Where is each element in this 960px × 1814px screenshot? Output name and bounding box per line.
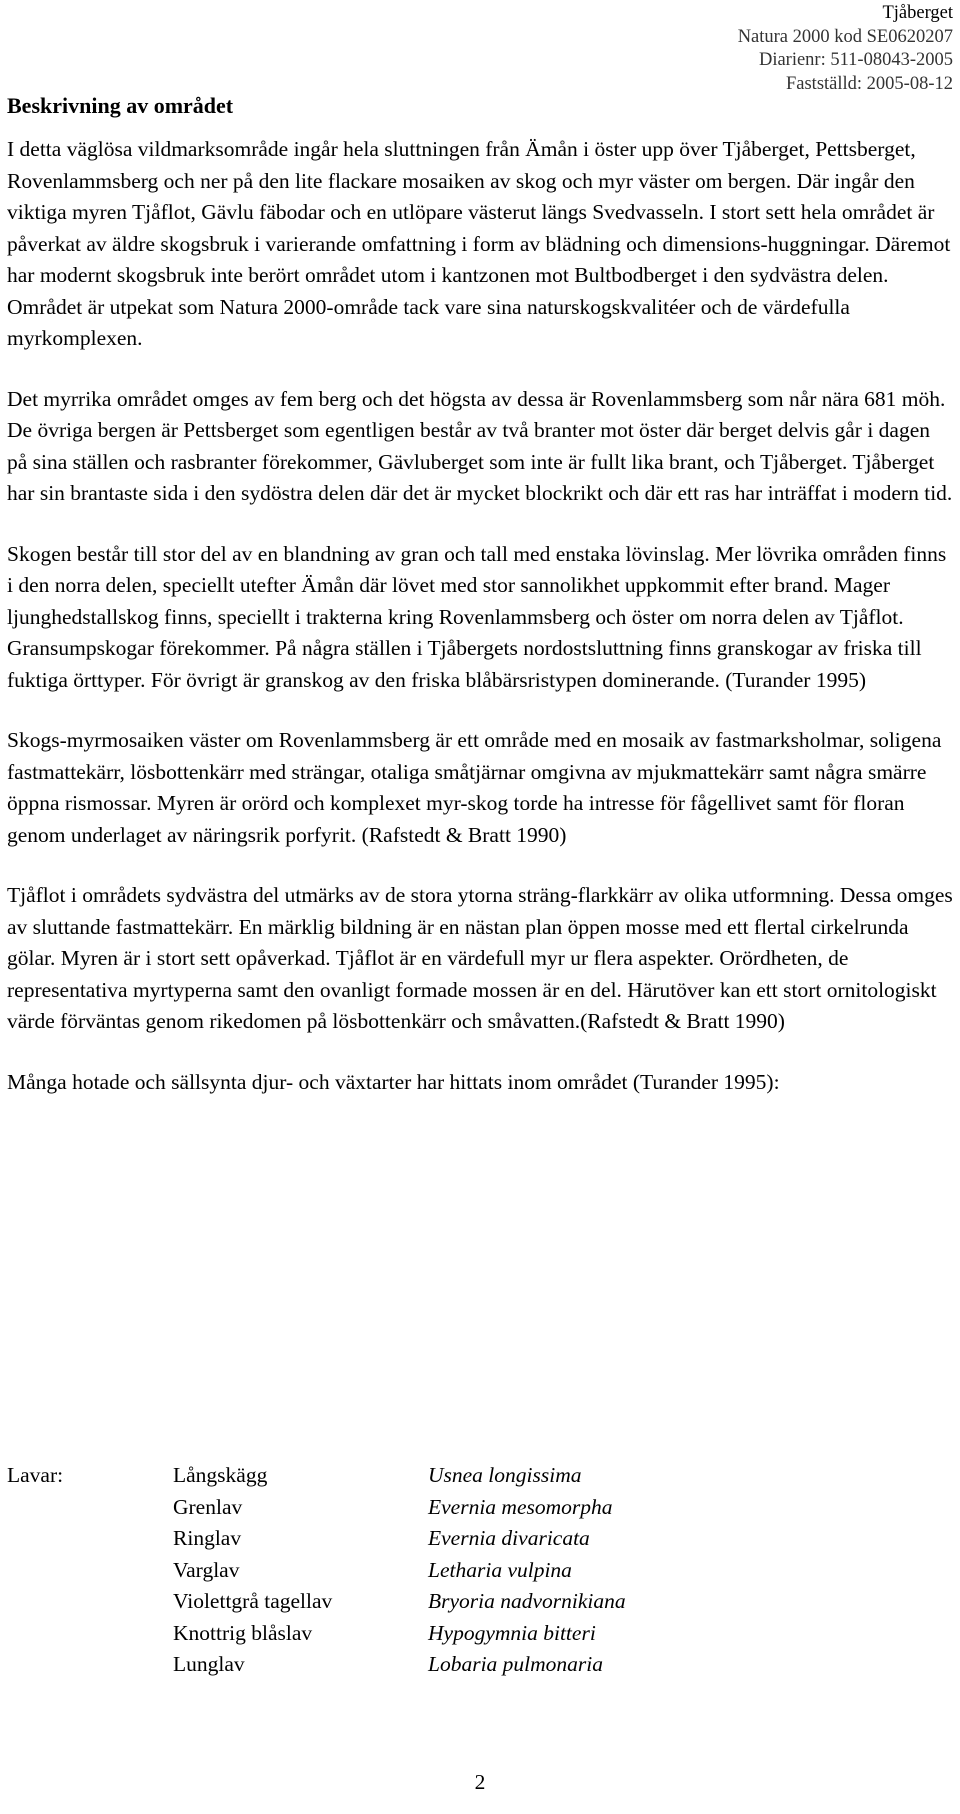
species-latin-name: Usnea longissima [428, 1463, 582, 1487]
species-row [7, 1618, 953, 1650]
species-latin-name: Letharia vulpina [428, 1557, 572, 1582]
header-diarienr: Diarienr: 511-08043-2005 [758, 50, 953, 70]
paragraph-intro: I detta väglösa vildmarksområde ingår hela sluttningen från Ämån i öster upp över Tjåberget, Pettsberget, Rovenlammsberg och ner på den lite flackare mosaiken av skog och myr väster om bergen. Där ingår den viktiga myren Tjåflot, Gävlu fäbodar och en utlöpare västerut längs Svedvasseln. I stort sett hela området är påverkat av äldre skogsbruk i varierande omfattning i form av blädning och dimensions-huggningar. Däremot har modernt skogsbruk inte berört området utom i kantzonen mot Bultbodberget i den sydvästra delen. Området är utpekat som Natura 2000-område tack vare sina naturskogskvalitéer och de värdefulla myrkomplexen. [7, 137, 951, 350]
species-latin-name: Lobaria pulmonaria [428, 1652, 604, 1676]
body-text [7, 134, 953, 1127]
paragraph-tjaflot: Tjåflot i områdets sydvästra del utmärks av de stora ytorna sträng-flarkkärr av olika utformning. Dessa omges av sluttande fastmattekärr. En märklig bildning är en nästan plan öppen mosse med ett flertal cirkelrunda gölar. Myren är i stort sett opåverkad. Tjåflot är en värdefull myr ur flera aspekter. Orördheten, de representativa myrtyperna samt den ovanligt formade mossen är en del. Härutöver kan ett stort ornitologiskt värde förväntas genom rikedomen på lösbottenkärr och småvatten.(Rafstedt & Bratt 1990) [7, 883, 953, 1033]
paragraph-mosaic: Skogs-myrmosaiken väster om Rovenlammsberg är ett område med en mosaik av fastmarksholmar, soligena fastmattekärr, lösbottenkärr med strängar, otaliga småtjärnar omgivna av mjukmattekärr samt några smärre öppna rismossar. Myren är orörd och komplexet myr-skog torde ha intresse för fågellivet samt för floran genom underlaget av näringsrik porfyrit. (Rafstedt & Bratt 1990) [7, 728, 942, 847]
species-latin-name: Evernia mesomorpha [428, 1494, 613, 1519]
species-common-name: Violettgrå tagellav [173, 1589, 333, 1613]
header-faststalld: Fastställd: 2005-08-12 [785, 73, 953, 94]
species-common-name: Grenlav [173, 1494, 243, 1519]
section-title: Beskrivning av området [7, 93, 234, 118]
species-latin-name: Bryoria nadvornikiana [428, 1589, 626, 1613]
species-row [7, 1492, 953, 1524]
species-common-name: Lunglav [173, 1652, 245, 1676]
species-row [7, 1555, 953, 1587]
paragraph-species-intro: Många hotade och sällsynta djur- och växtarter har hittats inom området (Turander 1995): [7, 1069, 780, 1094]
species-common-name: Långskägg [173, 1463, 268, 1487]
species-common-name: Varglav [173, 1557, 240, 1582]
species-common-name: Knottrig blåslav [173, 1620, 313, 1645]
page-number: 2 [474, 1770, 486, 1794]
document-header [738, 0, 953, 96]
species-row [7, 1523, 953, 1555]
species-common-name: Ringlav [173, 1526, 242, 1550]
species-latin-name: Hypogymnia bitteri [428, 1620, 596, 1645]
species-row [7, 1649, 953, 1681]
species-group-label: Lavar: [7, 1463, 64, 1487]
species-row [7, 1460, 953, 1492]
paragraph-forest: Skogen består till stor del av en blandning av gran och tall med enstaka lövinslag. Mer lövrika områden finns i den norra delen, speciellt utefter Ämån där lövet med stor sannolikhet uppkommit efter brand. Mager ljunghedstallskog finns, speciellt i trakterna kring Rovenlammsberg och öster om norra delen av Tjåflot. Gransumpskogar förekommer. På några ställen i Tjåbergets nordostsluttning finns granskogar av friska till fuktiga örttyper. För övrigt är granskog av den friska blåbärsristypen dominerande. (Turander 1995) [7, 541, 947, 692]
species-row [7, 1586, 953, 1618]
header-title: Tjåberget [882, 3, 953, 23]
species-latin-name: Evernia divaricata [428, 1526, 590, 1550]
paragraph-mountains: Det myrrika området omges av fem berg och det högsta av dessa är Rovenlammsberg som når nära 681 möh. De övriga bergen är Pettsberget som egentligen består av två branter mot öster där berget delvis går i dagen på sina ställen och rasbranter förekommer, Gävluberget som inte är fullt lika brant, och Tjåberget. Tjåberget har sin brantaste sida i den sydöstra delen där det är mycket blockrikt och där ett ras har inträffat i modern tid. [7, 386, 953, 505]
header-natura-code: Natura 2000 kod SE0620207 [737, 26, 953, 47]
species-table [7, 1460, 953, 1681]
